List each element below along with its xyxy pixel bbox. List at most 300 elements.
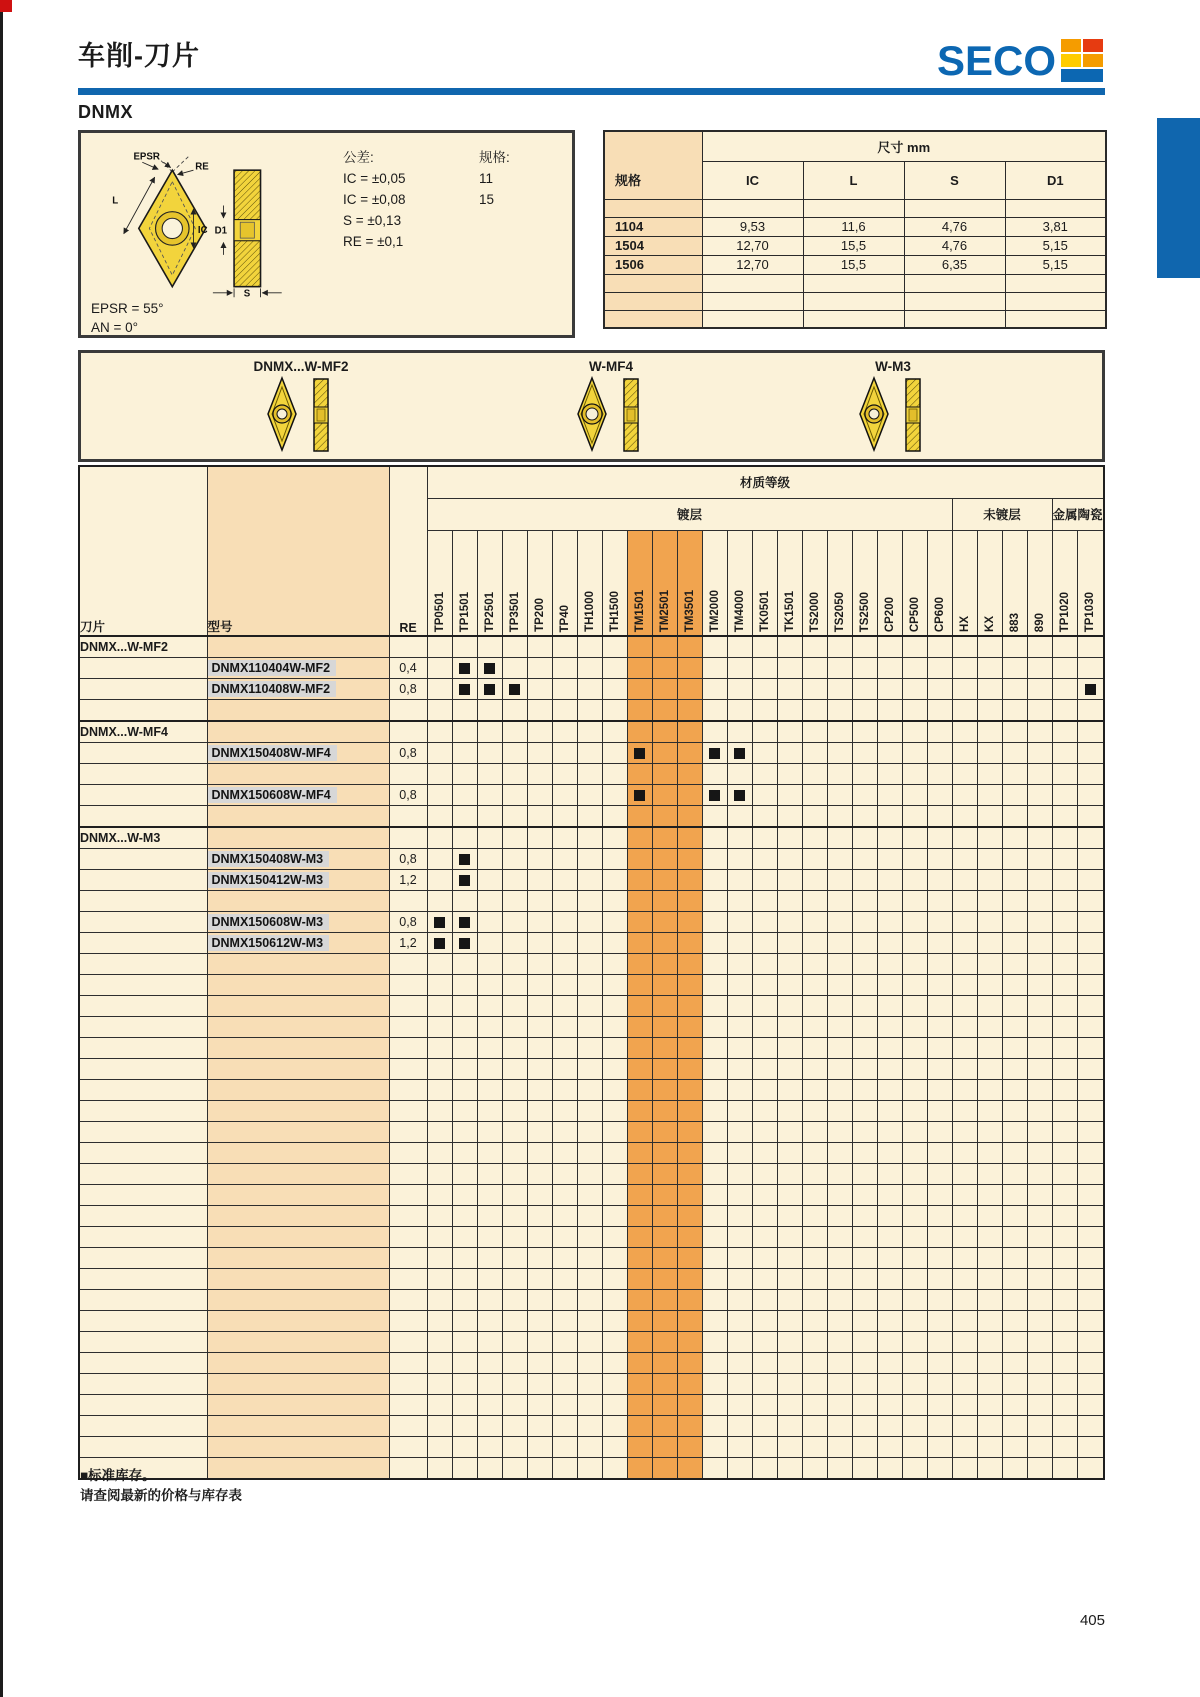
model-cell	[207, 1143, 389, 1164]
grade-cell	[702, 785, 727, 806]
grade-column-header	[977, 530, 1002, 636]
grade-cell	[452, 933, 477, 954]
grade-cell	[502, 1227, 527, 1248]
grade-cell	[1002, 1374, 1027, 1395]
grade-cell	[777, 785, 802, 806]
grade-cell	[452, 827, 477, 849]
grade-cell	[477, 870, 502, 891]
grade-cell	[677, 933, 702, 954]
grade-cell	[852, 975, 877, 996]
grade-cell	[1027, 1395, 1052, 1416]
grade-column-header	[602, 530, 627, 636]
grade-cell	[702, 954, 727, 975]
grade-cell	[727, 1416, 752, 1437]
blade-cell	[79, 785, 207, 806]
grade-cell	[927, 891, 952, 912]
grade-cell	[1052, 1122, 1078, 1143]
grade-cell	[902, 1374, 927, 1395]
model-cell	[207, 700, 389, 722]
grade-cell	[1078, 1143, 1104, 1164]
grade-cell	[727, 827, 752, 849]
dim-row	[604, 217, 1106, 236]
blade-cell	[79, 1248, 207, 1269]
grade-cell	[927, 764, 952, 785]
grade-cell	[702, 1038, 727, 1059]
grade-row-empty	[79, 1164, 1104, 1185]
grade-cell	[652, 827, 677, 849]
grade-cell	[1027, 870, 1052, 891]
grade-cell	[1052, 912, 1078, 933]
grade-cell	[427, 1059, 452, 1080]
grade-cell	[777, 1416, 802, 1437]
grade-cell	[527, 1143, 552, 1164]
grade-cell	[752, 636, 777, 658]
grade-cell	[702, 679, 727, 700]
grade-cell	[602, 658, 627, 679]
grade-cell	[977, 1059, 1002, 1080]
grade-cell	[602, 1143, 627, 1164]
grade-cell	[452, 785, 477, 806]
grade-cell	[1002, 1122, 1027, 1143]
grade-cell	[702, 1416, 727, 1437]
grade-row-empty	[79, 891, 1104, 912]
grade-cell	[577, 1059, 602, 1080]
grade-cell	[952, 1395, 977, 1416]
grade-cell	[852, 1206, 877, 1227]
grade-cell	[1027, 1227, 1052, 1248]
grade-cell	[802, 1080, 827, 1101]
grade-cell	[677, 1269, 702, 1290]
grade-cell	[427, 700, 452, 722]
grade-cell	[777, 1290, 802, 1311]
grade-cell	[1078, 1458, 1104, 1480]
grade-cell	[627, 996, 652, 1017]
grade-cell	[977, 975, 1002, 996]
model-cell	[207, 1017, 389, 1038]
grade-cell	[1078, 1248, 1104, 1269]
grade-cell	[477, 1101, 502, 1122]
grade-cell	[902, 1101, 927, 1122]
grade-row-empty	[79, 1290, 1104, 1311]
blade-cell	[79, 1164, 207, 1185]
grade-column-header	[852, 530, 877, 636]
footnote-line-1: ■标准库存。	[80, 1468, 156, 1483]
grade-cell	[877, 954, 902, 975]
grade-cell	[502, 785, 527, 806]
grade-cell	[677, 1416, 702, 1437]
grade-cell	[927, 1332, 952, 1353]
re-cell	[389, 1290, 427, 1311]
grade-column-header	[552, 530, 577, 636]
model-cell	[207, 975, 389, 996]
re-cell	[389, 1353, 427, 1374]
grade-cell	[1002, 1353, 1027, 1374]
grade-cell	[577, 1437, 602, 1458]
dim-cell	[803, 292, 904, 310]
stock-mark	[509, 684, 520, 695]
grade-cell	[677, 658, 702, 679]
grade-cell	[952, 1164, 977, 1185]
grade-cell	[1052, 1458, 1078, 1480]
grade-cell	[502, 1080, 527, 1101]
grade-column-label: KX	[983, 616, 996, 632]
grade-cell	[777, 1227, 802, 1248]
grade-cell	[477, 1122, 502, 1143]
grade-cell	[677, 743, 702, 764]
blade-cell	[79, 700, 207, 722]
grade-row-empty	[79, 1416, 1104, 1437]
dim-spec-cell: 1104	[604, 217, 702, 236]
dim-label-s: S	[243, 288, 251, 299]
grade-cell	[827, 785, 852, 806]
grade-cell	[577, 679, 602, 700]
model-cell	[207, 1080, 389, 1101]
grade-cell	[627, 1101, 652, 1122]
grade-cell	[1002, 1395, 1027, 1416]
model-cell	[207, 849, 389, 870]
grade-cell	[477, 933, 502, 954]
grade-cell	[477, 1290, 502, 1311]
grade-cell	[602, 1059, 627, 1080]
grade-cell	[877, 1143, 902, 1164]
re-cell	[389, 1227, 427, 1248]
stock-mark	[459, 684, 470, 695]
grade-column-label: CP500	[908, 596, 921, 632]
grade-column-label: TH1000	[583, 591, 596, 632]
grade-cell	[952, 743, 977, 764]
grade-cell	[602, 1080, 627, 1101]
grade-cell	[727, 1206, 752, 1227]
grade-cell	[977, 1290, 1002, 1311]
blade-cell	[79, 1143, 207, 1164]
grade-cell	[1002, 700, 1027, 722]
tolerance-line: IC = ±0,08	[343, 192, 406, 207]
grade-cell	[1002, 1017, 1027, 1038]
grade-cell	[877, 721, 902, 743]
grade-cell	[827, 1416, 852, 1437]
grade-cell	[902, 1059, 927, 1080]
blade-cell	[79, 912, 207, 933]
grade-cell	[1078, 1416, 1104, 1437]
grade-cell	[1027, 933, 1052, 954]
grade-cell	[702, 1248, 727, 1269]
grade-cell	[977, 870, 1002, 891]
grade-cell	[477, 658, 502, 679]
grade-cell	[852, 679, 877, 700]
grade-cell	[1052, 975, 1078, 996]
grade-column-label: CP200	[883, 596, 896, 632]
grade-cell	[802, 1164, 827, 1185]
grade-cell	[1002, 1332, 1027, 1353]
grade-cell	[527, 870, 552, 891]
dim-empty-row	[604, 292, 1106, 310]
blade-cell	[79, 975, 207, 996]
grade-cell	[652, 1374, 677, 1395]
grade-cell	[777, 1059, 802, 1080]
grade-cell	[777, 721, 802, 743]
grade-cell	[802, 806, 827, 828]
grade-cell	[527, 658, 552, 679]
grade-cell	[977, 1122, 1002, 1143]
grade-cell	[752, 1458, 777, 1480]
grade-cell	[752, 1353, 777, 1374]
grade-cell	[877, 827, 902, 849]
grade-cell	[1078, 912, 1104, 933]
grade-cell	[502, 870, 527, 891]
grade-cell	[802, 954, 827, 975]
grade-cell	[852, 743, 877, 764]
grade-row-empty	[79, 1185, 1104, 1206]
grade-cell	[452, 1122, 477, 1143]
grade-cell	[1078, 1206, 1104, 1227]
grade-cell	[652, 1059, 677, 1080]
stock-mark	[434, 917, 445, 928]
grade-cell	[752, 1101, 777, 1122]
grade-cell	[1002, 1101, 1027, 1122]
model-cell	[207, 721, 389, 743]
grade-cell	[627, 891, 652, 912]
grade-cell	[502, 764, 527, 785]
grade-cell	[702, 827, 727, 849]
grade-cell	[677, 912, 702, 933]
grade-cell	[802, 1101, 827, 1122]
model-cell	[207, 996, 389, 1017]
blade-cell	[79, 849, 207, 870]
dim-label-l: L	[112, 195, 119, 207]
grade-cell	[927, 1227, 952, 1248]
grade-row-empty	[79, 1080, 1104, 1101]
grade-row-empty	[79, 1269, 1104, 1290]
model-cell	[207, 1227, 389, 1248]
grade-cell	[727, 1395, 752, 1416]
grade-cell	[1078, 1353, 1104, 1374]
grade-cell	[727, 1353, 752, 1374]
grade-row-item	[79, 785, 1104, 806]
grade-cell	[952, 1059, 977, 1080]
grade-cell	[752, 849, 777, 870]
grade-cell	[827, 954, 852, 975]
grade-cell	[802, 764, 827, 785]
grade-cell	[902, 1248, 927, 1269]
grade-cell	[677, 891, 702, 912]
grade-cell	[902, 1080, 927, 1101]
grade-cell	[1002, 1290, 1027, 1311]
grade-cell	[552, 996, 577, 1017]
grade-cell	[827, 933, 852, 954]
grade-cell	[677, 954, 702, 975]
grade-cell	[752, 912, 777, 933]
grade-cell	[702, 1164, 727, 1185]
grade-cell	[427, 658, 452, 679]
grade-cell	[1078, 933, 1104, 954]
grade-cell	[777, 954, 802, 975]
grade-cell	[777, 679, 802, 700]
re-cell	[389, 1395, 427, 1416]
grade-cell	[702, 1122, 727, 1143]
dim-spec-header: 规格	[604, 131, 702, 199]
model-cell	[207, 785, 389, 806]
grade-cell	[1052, 1395, 1078, 1416]
grade-cell	[1027, 1458, 1052, 1480]
grade-cell	[877, 1437, 902, 1458]
stock-mark	[459, 917, 470, 928]
grade-cell	[1027, 721, 1052, 743]
grade-cell	[827, 700, 852, 722]
grade-cell	[602, 1206, 627, 1227]
page-number: 405	[1079, 1612, 1105, 1629]
grade-cell	[527, 1248, 552, 1269]
grade-cell	[1027, 1311, 1052, 1332]
grade-cell	[502, 1269, 527, 1290]
tolerance-line: RE = ±0,1	[343, 234, 404, 249]
re-cell	[389, 1101, 427, 1122]
grade-cell	[727, 891, 752, 912]
grade-cell	[602, 1332, 627, 1353]
model-cell	[207, 1374, 389, 1395]
grade-cell	[827, 1185, 852, 1206]
grade-column-label: TK0501	[758, 591, 771, 632]
grade-cell	[952, 870, 977, 891]
grade-cell	[452, 721, 477, 743]
grade-column-label: TP0501	[433, 591, 446, 632]
grade-cell	[602, 743, 627, 764]
grade-cell	[1002, 658, 1027, 679]
re-cell	[389, 1437, 427, 1458]
grade-cell	[627, 1017, 652, 1038]
grade-cell	[552, 891, 577, 912]
grade-cell	[877, 785, 902, 806]
grade-cell	[952, 1290, 977, 1311]
grade-cell	[702, 700, 727, 722]
stock-mark	[459, 663, 470, 674]
grade-cell	[1078, 1101, 1104, 1122]
re-cell	[389, 1143, 427, 1164]
dim-label-d1: D1	[214, 225, 228, 237]
grade-cell	[652, 1416, 677, 1437]
grade-column-label: TK1501	[783, 591, 796, 632]
grade-cell	[1052, 1353, 1078, 1374]
grade-cell	[652, 1206, 677, 1227]
grade-cell	[827, 1458, 852, 1480]
grade-cell	[452, 954, 477, 975]
grade-row-empty	[79, 1017, 1104, 1038]
grade-cell	[952, 996, 977, 1017]
grade-cell	[477, 975, 502, 996]
grade-row-empty	[79, 1332, 1104, 1353]
re-cell	[389, 1059, 427, 1080]
grade-cell	[527, 1290, 552, 1311]
grade-cell	[527, 1311, 552, 1332]
dim-label-epsr: EPSR	[133, 151, 160, 163]
grade-cell	[727, 849, 752, 870]
grade-cell	[802, 1206, 827, 1227]
grade-cell	[627, 1227, 652, 1248]
grade-cell	[502, 1395, 527, 1416]
grade-cell	[877, 1227, 902, 1248]
grade-cell	[452, 1395, 477, 1416]
grade-table	[78, 465, 1105, 1480]
grade-cell	[502, 1122, 527, 1143]
grade-cell	[827, 1395, 852, 1416]
dim-cell: 9,53	[702, 217, 803, 236]
grade-cell	[502, 636, 527, 658]
grade-cell	[852, 658, 877, 679]
grade-cell	[852, 1437, 877, 1458]
model-designation: DNMX150408W-M3	[208, 851, 330, 867]
grade-cell	[552, 933, 577, 954]
grade-cell	[727, 1059, 752, 1080]
grade-cell	[927, 1017, 952, 1038]
grade-cell	[502, 1332, 527, 1353]
model-cell	[207, 1164, 389, 1185]
grade-cell	[427, 954, 452, 975]
grade-column-header	[727, 530, 752, 636]
model-cell	[207, 891, 389, 912]
grade-cell	[727, 1248, 752, 1269]
grade-cell	[877, 891, 902, 912]
grade-cell	[477, 785, 502, 806]
grade-cell	[502, 806, 527, 828]
grade-cell	[577, 1122, 602, 1143]
grade-cell	[852, 1101, 877, 1122]
dim-col-header: S	[904, 161, 1005, 199]
grade-cell	[877, 806, 902, 828]
grade-cell	[477, 743, 502, 764]
grade-cell	[752, 1206, 777, 1227]
grade-cell	[877, 679, 902, 700]
grade-cell	[652, 1332, 677, 1353]
grade-cell	[1002, 954, 1027, 975]
grade-cell	[902, 954, 927, 975]
grade-cell	[727, 806, 752, 828]
grade-cell	[527, 1227, 552, 1248]
grade-cell	[552, 1101, 577, 1122]
grade-cell	[627, 1059, 652, 1080]
grade-cell	[502, 679, 527, 700]
grade-cell	[952, 700, 977, 722]
grade-cell	[702, 1395, 727, 1416]
grade-column-label: TP1030	[1084, 591, 1097, 632]
grade-cell	[1078, 1374, 1104, 1395]
grade-column-header	[1002, 530, 1027, 636]
grade-cell	[677, 827, 702, 849]
model-cell	[207, 1206, 389, 1227]
grade-cell	[977, 1311, 1002, 1332]
grade-cell	[802, 870, 827, 891]
grade-cell	[1002, 1206, 1027, 1227]
grade-cell	[527, 1185, 552, 1206]
grade-cell	[902, 1437, 927, 1458]
grade-cell	[952, 1017, 977, 1038]
grade-cell	[977, 1080, 1002, 1101]
model-designation: DNMX110404W-MF2	[208, 660, 337, 676]
grade-cell	[627, 975, 652, 996]
grade-cell	[427, 743, 452, 764]
grade-cell	[952, 1437, 977, 1458]
dim-label-re: RE	[195, 161, 209, 173]
grade-cell	[477, 891, 502, 912]
grade-cell	[902, 1416, 927, 1437]
stock-mark	[434, 938, 445, 949]
blade-cell	[79, 1101, 207, 1122]
grade-cell	[452, 1080, 477, 1101]
grade-cell	[827, 806, 852, 828]
re-cell	[389, 1080, 427, 1101]
grade-row-empty	[79, 975, 1104, 996]
stock-mark	[459, 875, 470, 886]
grade-cell	[977, 721, 1002, 743]
grade-row-empty	[79, 1038, 1104, 1059]
